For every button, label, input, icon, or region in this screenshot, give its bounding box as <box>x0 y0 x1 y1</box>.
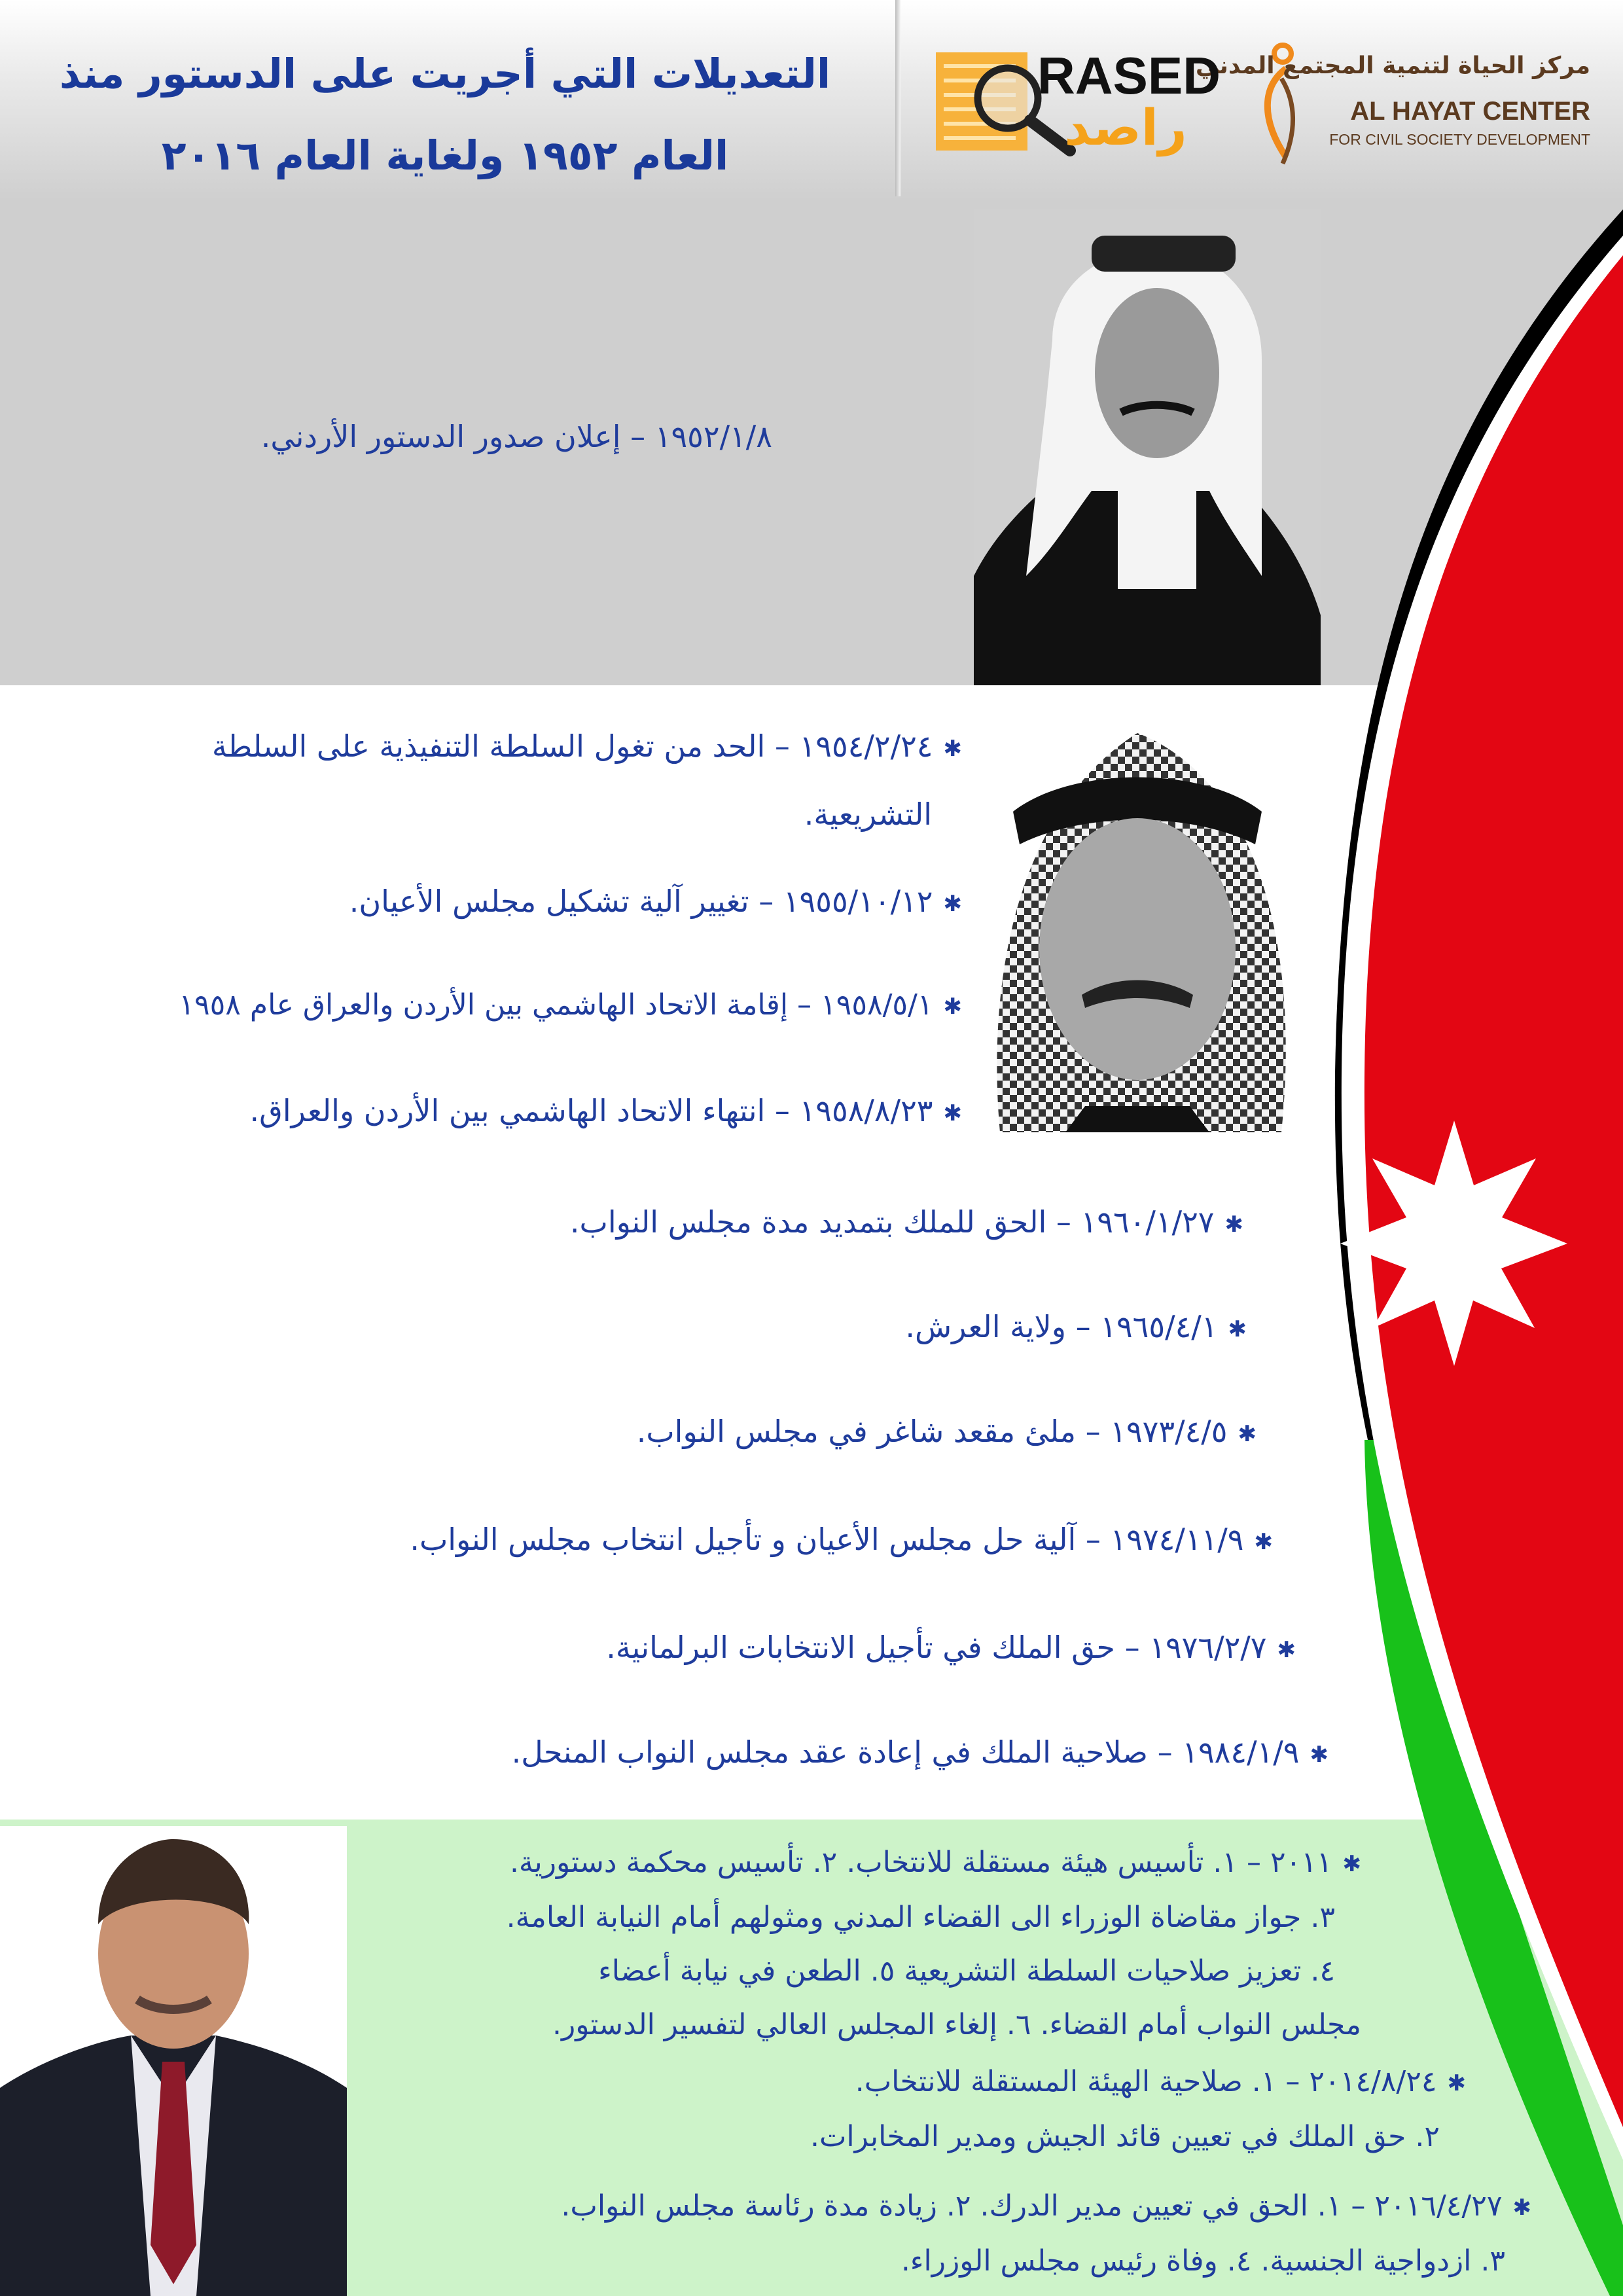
timeline-text-1958a: ١٩٥٨/٥/١ – إقامة الاتحاد الهاشمي بين الأردن والعراق عام ١٩٥٨ <box>179 988 933 1022</box>
timeline-text-2011-line1: ٢٠١١ – ١. تأسيس هيئة مستقلة للانتخاب. ٢. تأسيس محكمة دستورية. <box>509 1846 1332 1879</box>
timeline-item-1965 <box>262 1309 1247 1344</box>
timeline-text-2011-line3: ٤. تعزيز صلاحيات السلطة التشريعية ٥. الطعن في نيابة أعضاء <box>598 1954 1335 1988</box>
bullet-icon: ✱ <box>943 890 962 917</box>
timeline-item-1974 <box>262 1522 1273 1557</box>
al-hayat-logo <box>1195 39 1590 170</box>
timeline-text-1955: ١٩٥٥/١٠/١٢ – تغيير آلية تشكيل مجلس الأعيان. <box>349 884 933 919</box>
title-line-1: التعديلات التي أجريت على الدستور منذ <box>59 50 831 98</box>
timeline-item-1958a <box>26 988 962 1022</box>
portrait-king-abdullah <box>0 1826 347 2296</box>
bullet-icon: ✱ <box>943 1100 962 1126</box>
timeline-text-1976: ١٩٧٦/٢/٧ – حق الملك في تأجيل الانتخابات البرلمانية. <box>606 1630 1267 1665</box>
bullet-icon: ✱ <box>943 735 962 762</box>
hayat-english-name: AL HAYAT CENTER <box>1350 97 1590 126</box>
timeline-text-1954-cont: التشريعية. <box>804 796 932 832</box>
timeline-item-1984 <box>262 1734 1329 1770</box>
page-title <box>0 33 890 196</box>
timeline-text-1973: ١٩٧٣/٤/٥ – ملئ مقعد شاغر في مجلس النواب. <box>636 1414 1228 1449</box>
bullet-icon: ✱ <box>1512 2195 1531 2221</box>
timeline-text-2016-line1: ٢٠١٦/٤/٢٧ – ١. الحق في تعيين مدير الدرك. ٢. زيادة مدة رئاسة مجلس النواب. <box>561 2189 1503 2223</box>
portrait-king-abdullah-image <box>0 1826 347 2296</box>
timeline-text-1965: ١٩٦٥/٤/١ – ولاية العرش. <box>905 1309 1218 1344</box>
timeline-text-1954: ١٩٥٤/٢/٢٤ – الحد من تغول السلطة التنفيذية على السلطة <box>211 728 933 764</box>
bullet-icon: ✱ <box>1224 1211 1243 1238</box>
bullet-icon: ✱ <box>1228 1316 1247 1342</box>
bullet-icon: ✱ <box>1238 1420 1257 1447</box>
timeline-item-1958b <box>26 1093 962 1128</box>
hayat-arabic-name: مركز الحياة لتنمية المجتمع المدني <box>1195 52 1590 79</box>
title-line-2: العام ١٩٥٢ ولغاية العام ٢٠١٦ <box>161 132 729 179</box>
portrait-king-talal-image <box>974 209 1321 685</box>
portrait-king-hussein-image <box>974 713 1301 1132</box>
rased-latin-name: RASED <box>1037 46 1221 105</box>
timeline-text-2011-line4: مجلس النواب أمام القضاء. ٦. إلغاء المجلس العالي لتفسير الدستور. <box>552 2008 1361 2041</box>
bullet-icon: ✱ <box>1254 1528 1273 1555</box>
timeline-text-1974: ١٩٧٤/١١/٩ – آلية حل مجلس الأعيان و تأجيل انتخاب مجلس النواب. <box>410 1522 1244 1557</box>
timeline-item-2016 <box>353 2179 1531 2288</box>
bullet-icon: ✱ <box>1277 1636 1296 1663</box>
rased-logo <box>936 46 1224 157</box>
bullet-icon: ✱ <box>1447 2070 1466 2096</box>
timeline-text-1984: ١٩٨٤/١/٩ – صلاحية الملك في إعادة عقد مجلس النواب المنحل. <box>511 1734 1300 1770</box>
hayat-tagline: FOR CIVIL SOCIETY DEVELOPMENT <box>1329 131 1590 148</box>
timeline-item-1960 <box>262 1204 1243 1240</box>
bullet-icon: ✱ <box>943 994 962 1020</box>
bullet-icon: ✱ <box>1342 1851 1361 1877</box>
portrait-king-hussein <box>974 713 1301 1132</box>
timeline-text-2011-line2: ٣. جواز مقاضاة الوزراء الى القضاء المدني ومثولهم أمام النيابة العامة. <box>506 1901 1335 1934</box>
timeline-item-2011 <box>353 1836 1361 2052</box>
timeline-item-1952 <box>131 419 772 454</box>
timeline-item-1955 <box>26 884 962 919</box>
timeline-item-1976 <box>262 1630 1296 1665</box>
timeline-text-1958b: ١٩٥٨/٨/٢٣ – انتهاء الاتحاد الهاشمي بين الأردن والعراق. <box>249 1093 933 1128</box>
timeline-text-1952: ١٩٥٢/١/٨ – إعلان صدور الدستور الأردني. <box>260 419 772 454</box>
timeline-text-2014-line2: ٢. حق الملك في تعيين قائد الجيش ومدير المخابرات. <box>810 2120 1440 2153</box>
timeline-item-2014 <box>353 2055 1466 2164</box>
portrait-king-talal <box>974 209 1321 685</box>
rased-arabic-name: راصد <box>1064 98 1187 156</box>
timeline-text-1960: ١٩٦٠/١/٢٧ – الحق للملك بتمديد مدة مجلس النواب. <box>569 1204 1215 1240</box>
timeline-item-1954 <box>26 713 962 847</box>
timeline-item-1973 <box>262 1414 1257 1449</box>
bullet-icon: ✱ <box>1310 1741 1329 1768</box>
timeline-text-2016-line2: ٣. ازدواجية الجنسية. ٤. وفاة رئيس مجلس الوزراء. <box>901 2244 1505 2278</box>
timeline-text-2014-line1: ٢٠١٤/٨/٢٤ – ١. صلاحية الهيئة المستقلة للانتخاب. <box>855 2065 1437 2098</box>
